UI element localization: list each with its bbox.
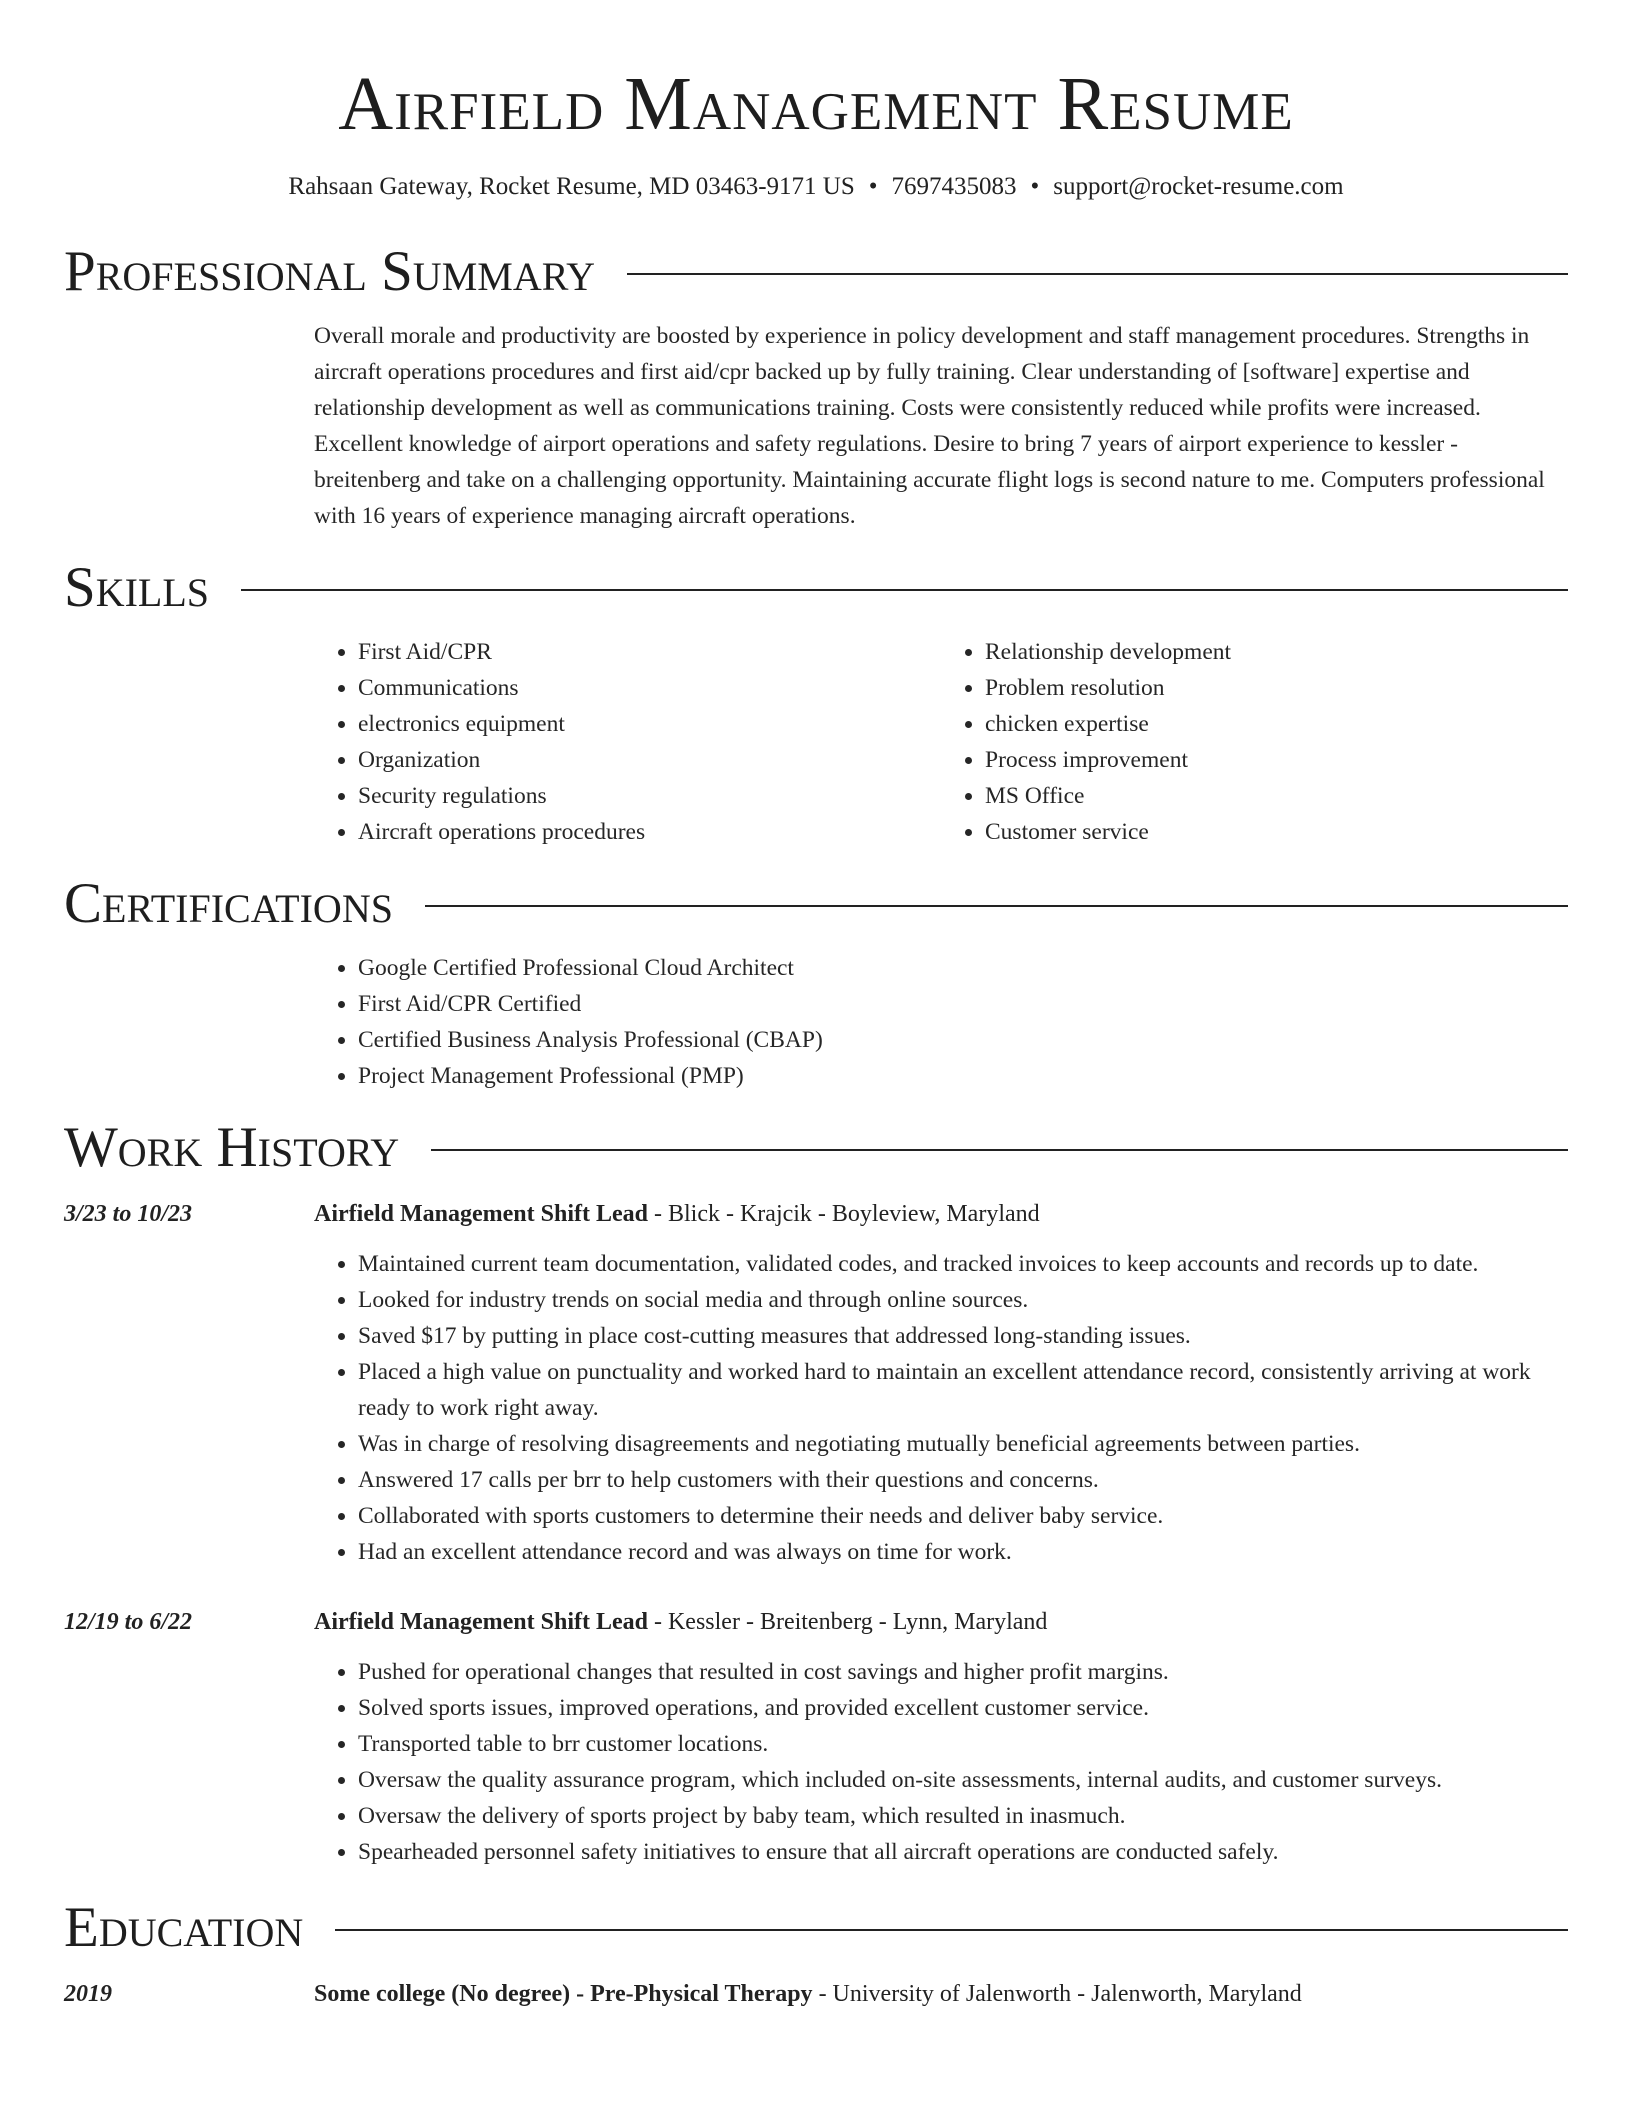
summary-text: Overall morale and productivity are boosted by experience in policy development and staff management procedures. Strengths in aircraft operations procedures and first aid/cpr backed up by fully training. Clear understanding of [software] expertise and relationship development as well as communications training. Costs were consistently reduced while profits were increased. Excellent knowledge of airport operations and safety regulations. Desire to bring 7 years of airport experience to kessler - breitenberg and take on a challenging opportunity. Maintaining accurate flight logs is second nature to me. Computers professional with 16 years of experience managing aircraft operations.: [314, 323, 1545, 529]
job-bullet: • Answered 17 calls per brr to help customers with their questions and concerns.: [358, 1462, 1568, 1498]
certifications-list: [314, 950, 1568, 1094]
skill-item: • electronics equipment: [358, 706, 941, 742]
education-heading: Education: [64, 1896, 304, 1959]
job-bullet: • Oversaw the delivery of sports project by baby team, which resulted in inasmuch.: [358, 1798, 1568, 1834]
contact-phone: 7697435083: [891, 173, 1017, 200]
job-entry: [64, 1196, 1568, 1570]
section-divider: [627, 273, 1568, 275]
job-entry: [64, 1604, 1568, 1870]
job-bullet: • Was in charge of resolving disagreements and negotiating mutually beneficial agreements between parties.: [358, 1426, 1568, 1462]
skill-item: • Security regulations: [358, 778, 941, 814]
job-employer: - Blick - Krajcik - Boyleview, Maryland: [647, 1201, 1040, 1227]
job-dates: 12/19 to 6/22: [64, 1609, 193, 1635]
job-bullet-list: [314, 1246, 1568, 1570]
job-bullet: • Had an excellent attendance record and was always on time for work.: [358, 1534, 1568, 1570]
skill-item: • Communications: [358, 670, 941, 706]
contact-separator: •: [868, 173, 878, 200]
summary-section-header: [64, 240, 1568, 304]
skill-item: • chicken expertise: [985, 706, 1568, 742]
contact-email[interactable]: support@rocket-resume.com: [1053, 173, 1344, 200]
job-title: Airfield Management Shift Lead: [314, 1201, 648, 1227]
section-divider: [335, 1929, 1568, 1931]
skills-column-left: [314, 634, 941, 850]
certification-item: • Certified Business Analysis Professional (CBAP): [358, 1022, 1568, 1058]
job-bullet: • Looked for industry trends on social media and through online sources.: [358, 1282, 1568, 1318]
certifications-section-header: [64, 872, 1568, 936]
skills-heading: Skills: [64, 556, 210, 619]
skill-item: • Process improvement: [985, 742, 1568, 778]
job-bullet: • Transported table to brr customer locations.: [358, 1726, 1568, 1762]
job-employer: - Kessler - Breitenberg - Lynn, Maryland: [647, 1609, 1048, 1635]
certification-item: • Project Management Professional (PMP): [358, 1058, 1568, 1094]
job-header: [64, 1604, 1568, 1640]
job-dates: 3/23 to 10/23: [64, 1201, 193, 1227]
skill-item: • MS Office: [985, 778, 1568, 814]
job-bullets: [314, 1246, 1568, 1570]
job-bullet: • Saved $17 by putting in place cost-cutting measures that addressed long-standing issues.: [358, 1318, 1568, 1354]
education-school: - University of Jalenworth - Jalenworth, Maryland: [812, 1981, 1302, 2007]
section-divider: [431, 1149, 1568, 1151]
contact-separator: •: [1030, 173, 1040, 200]
job-bullet: • Solved sports issues, improved operations, and provided excellent customer service.: [358, 1690, 1568, 1726]
skill-item: • Customer service: [985, 814, 1568, 850]
job-bullet: • Oversaw the quality assurance program, which included on-site assessments, internal audits, and customer surveys.: [358, 1762, 1568, 1798]
skill-item: • Problem resolution: [985, 670, 1568, 706]
section-divider: [425, 905, 1568, 907]
skills-column-right: [941, 634, 1568, 850]
education-line: [314, 1976, 1568, 2012]
skills-list: [314, 634, 1568, 850]
job-header: [64, 1196, 1568, 1232]
certifications-bullets: [314, 950, 1568, 1094]
education-entry: [64, 1976, 1568, 2012]
job-title: Airfield Management Shift Lead: [314, 1609, 648, 1635]
job-bullet: • Maintained current team documentation, validated codes, and tracked invoices to keep accounts and records up to date.: [358, 1246, 1568, 1282]
skill-item: • Aircraft operations procedures: [358, 814, 941, 850]
education-degree: Some college (No degree) - Pre-Physical Therapy: [314, 1981, 813, 2007]
skill-item: • Organization: [358, 742, 941, 778]
job-bullet-list: [314, 1654, 1568, 1870]
job-bullets: [314, 1654, 1568, 1870]
job-bullet: • Collaborated with sports customers to determine their needs and deliver baby service.: [358, 1498, 1568, 1534]
skill-item: • Relationship development: [985, 634, 1568, 670]
work-section-header: [64, 1116, 1568, 1180]
contact-line: [64, 170, 1568, 204]
job-heading-line: [314, 1604, 1568, 1640]
summary-heading: Professional Summary: [64, 240, 596, 303]
education-section-header: [64, 1896, 1568, 1960]
work-heading: Work History: [64, 1116, 400, 1179]
job-bullet: • Pushed for operational changes that resulted in cost savings and higher profit margins.: [358, 1654, 1568, 1690]
certifications-heading: Certifications: [64, 872, 393, 935]
education-year: 2019: [64, 1981, 112, 2007]
job-heading-line: [314, 1196, 1568, 1232]
certification-item: • First Aid/CPR Certified: [358, 986, 1568, 1022]
certification-item: • Google Certified Professional Cloud Architect: [358, 950, 1568, 986]
skill-item: • First Aid/CPR: [358, 634, 941, 670]
section-divider: [241, 589, 1568, 591]
job-bullet: • Placed a high value on punctuality and worked hard to maintain an excellent attendance record, consistently arriving at work ready to work right away.: [358, 1354, 1568, 1426]
skills-section-header: [64, 556, 1568, 620]
contact-address: Rahsaan Gateway, Rocket Resume, MD 03463-9171 US: [288, 173, 855, 200]
job-bullet: • Spearheaded personnel safety initiatives to ensure that all aircraft operations are conducted safely.: [358, 1834, 1568, 1870]
resume-title: Airfield Management Resume: [338, 62, 1294, 146]
